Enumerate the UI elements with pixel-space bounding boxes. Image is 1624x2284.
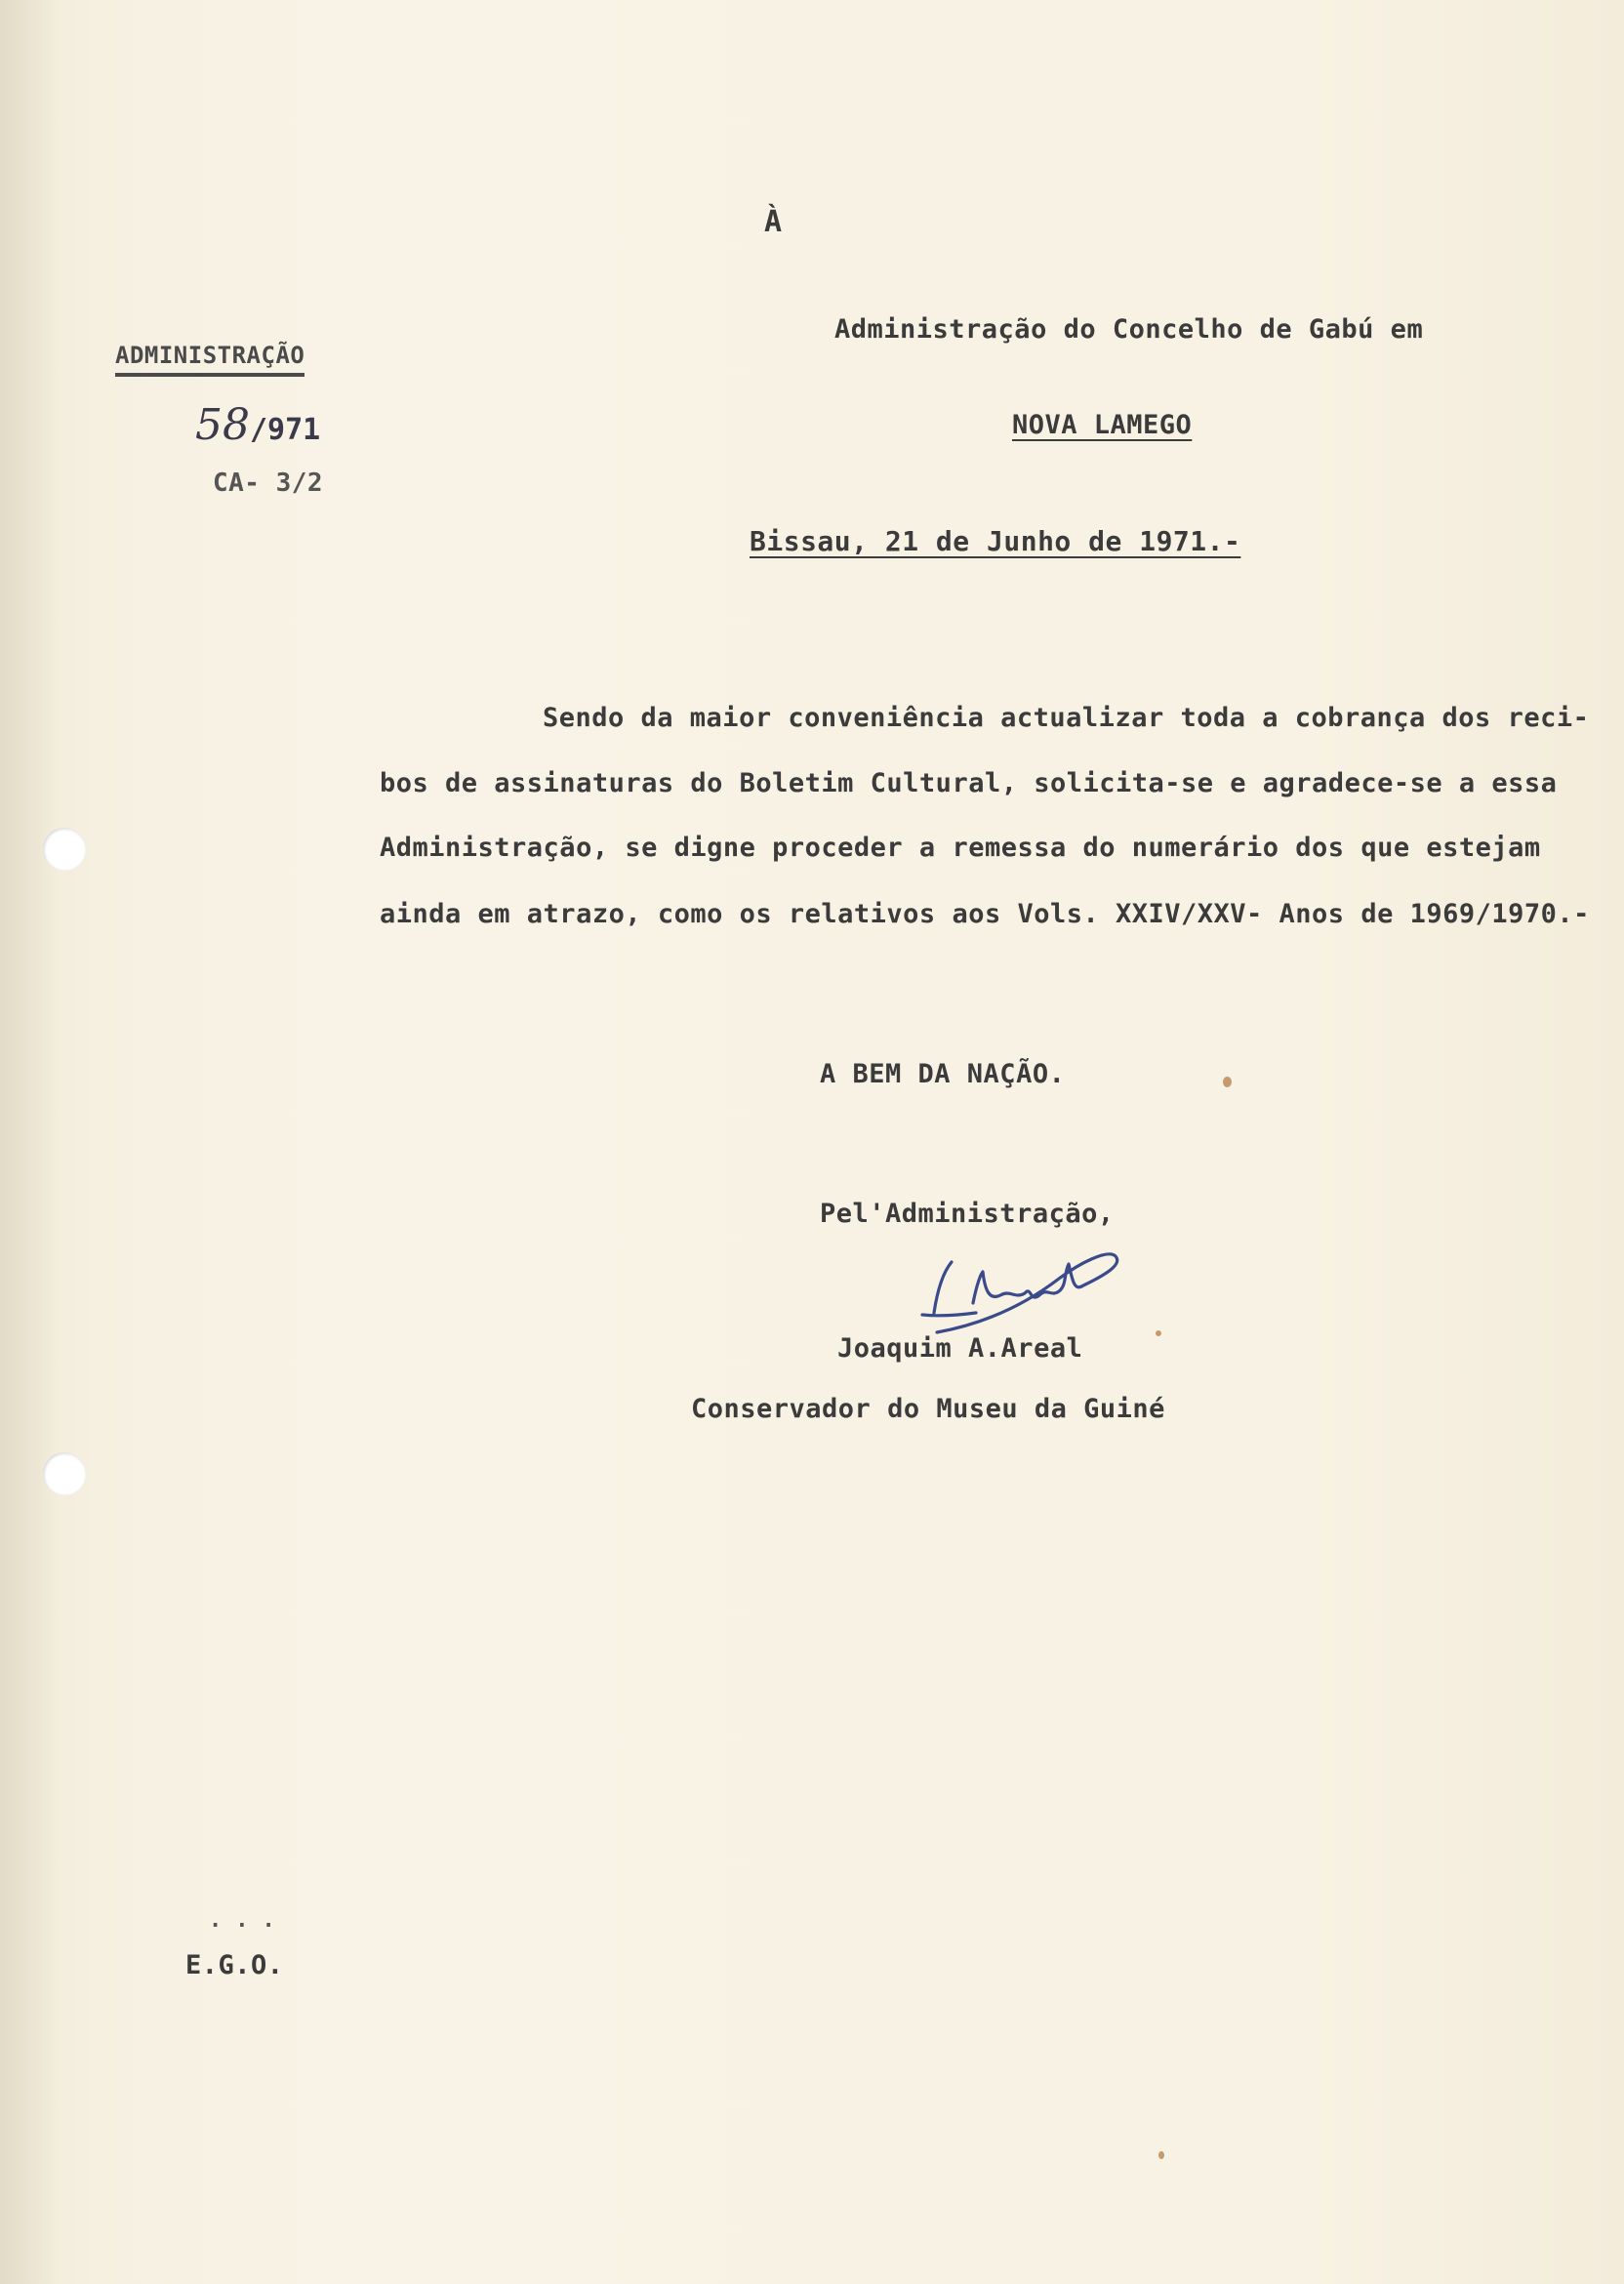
signer-name: Joaquim A.Areal [837, 1333, 1083, 1364]
reference-year: /971 [250, 413, 321, 447]
body-line: ainda em atrazo, como os relativos aos Vols. XXIV/XXV- Anos de 1969/1970.- [380, 899, 1590, 929]
reference-department: ADMINISTRAÇÃO [115, 342, 304, 377]
paper-speck [1158, 2151, 1164, 2159]
body-line: Sendo da maior conveniência actualizar toda a cobrança dos reci- [543, 703, 1590, 733]
closing-salutation: A BEM DA NAÇÃO. [820, 1059, 1066, 1089]
reference-number [195, 400, 320, 450]
signoff: Pel'Administração, [820, 1199, 1115, 1229]
handwritten-signature [883, 1235, 1137, 1342]
signer-title: Conservador do Museu da Guiné [691, 1394, 1165, 1424]
punch-hole-bottom [43, 1452, 86, 1495]
reference-number-value: 58 [195, 400, 250, 450]
paper-speck [1223, 1077, 1232, 1087]
footer-dots: ... [209, 1908, 289, 1933]
body-line: Administração, se digne proceder a remessa do numerário dos que estejam [380, 833, 1541, 863]
reference-code: CA- 3/2 [213, 469, 324, 498]
paper-speck [1156, 1330, 1161, 1336]
addressee-marker: À [764, 205, 783, 239]
body-line: bos de assinaturas do Boletim Cultural, solicita-se e agradece-se a essa [380, 768, 1558, 798]
recipient-line: Administração do Concelho de Gabú em [834, 314, 1424, 345]
typist-initials: E.G.O. [185, 1950, 284, 1980]
punch-hole-top [43, 828, 86, 871]
dateline: Bissau, 21 de Junho de 1971.- [750, 525, 1241, 557]
page-edge-shadow [0, 0, 59, 2284]
recipient-place: NOVA LAMEGO [1012, 410, 1193, 440]
